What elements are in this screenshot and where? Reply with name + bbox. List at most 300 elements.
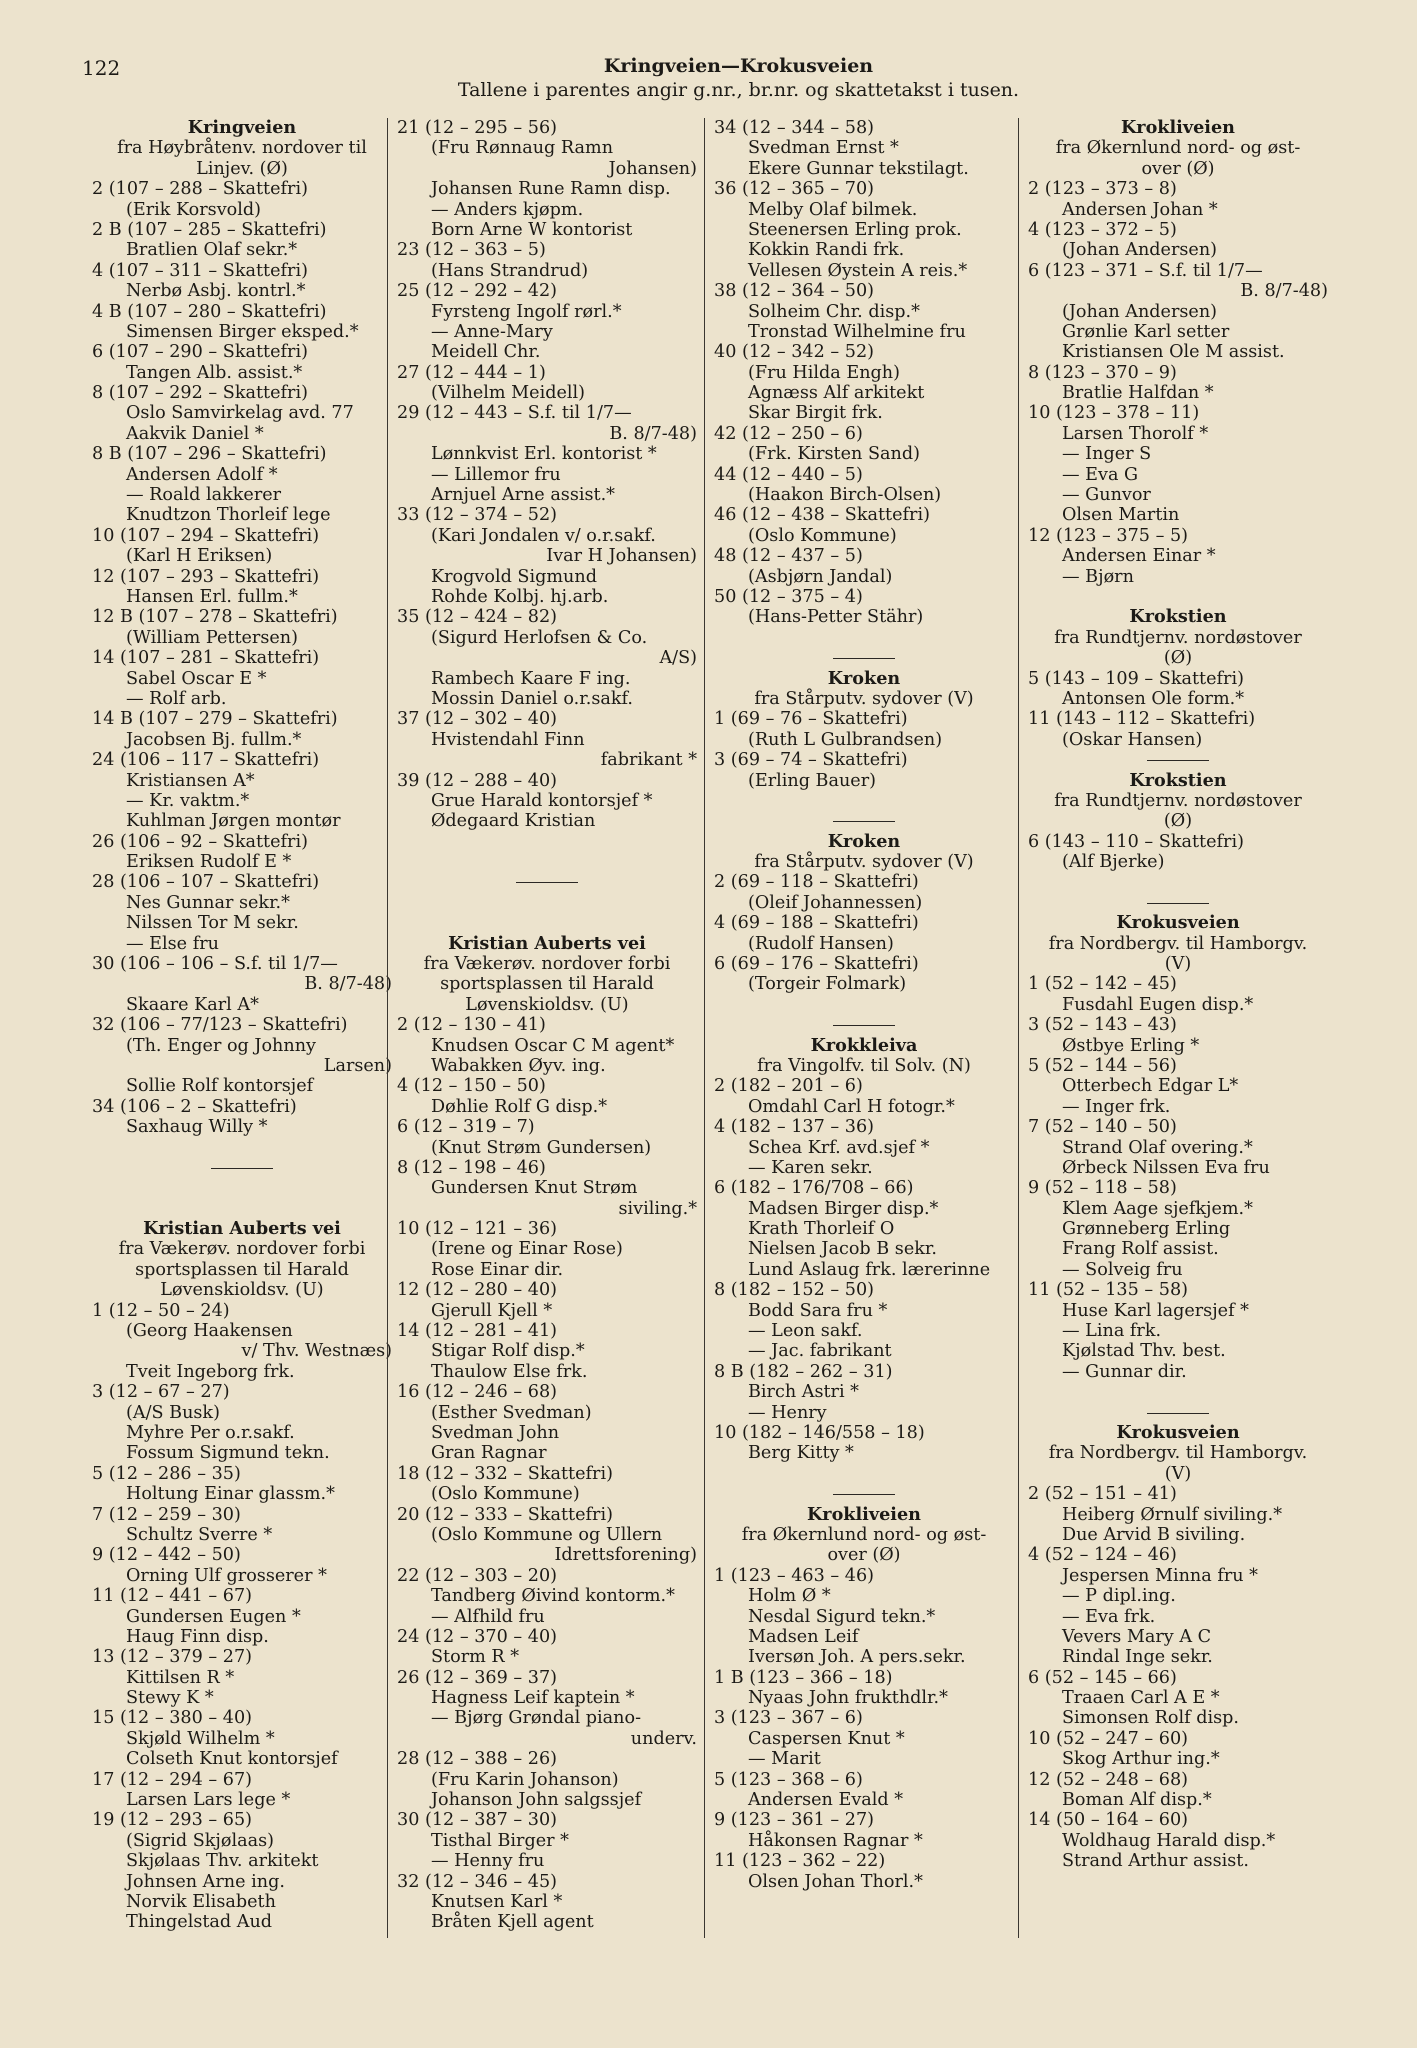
property-line: 5 (52 – 144 – 56) [1028, 1055, 1177, 1076]
resident-line: Madsen Leif [748, 1626, 859, 1647]
resident-line: — Alfhild fru [431, 1606, 545, 1627]
resident-line: Knudsen Oscar C M agent* [431, 1035, 675, 1056]
property-line: 36 (12 – 365 – 70) [714, 179, 875, 200]
property-line: 32 (106 – 77/123 – Skattefri) [92, 1015, 348, 1036]
spacer [397, 832, 697, 852]
entry-continuation: B. 8/7-48) [1240, 281, 1328, 302]
resident-line: Jespersen Minna fru * [1062, 1565, 1258, 1586]
street-heading: Kristian Auberts vei [143, 1218, 341, 1240]
spacer [1028, 587, 1328, 607]
street-description: fra Rundtjernv. nordøstover [1054, 790, 1302, 811]
resident-line: Sollie Rolf kontorsjef [126, 1076, 314, 1097]
resident-line: Antonsen Ole form.* [1062, 688, 1245, 709]
property-line: 5 (12 – 286 – 35) [92, 1463, 241, 1484]
resident-line: — Inger frk. [1062, 1096, 1171, 1117]
resident-line: Holtung Einar glassm.* [126, 1484, 335, 1505]
spacer [714, 1464, 1014, 1484]
property-line: 1 (69 – 76 – Skattefri) [714, 709, 908, 730]
section-divider [714, 811, 1014, 831]
resident-line: Johnsen Arne ing. [126, 1871, 285, 1892]
entry-continuation: Idrettsforening) [554, 1545, 697, 1566]
resident-line: Nielsen Jacob B sekr. [748, 1239, 937, 1260]
resident-line: Tveit Ingeborg frk. [126, 1361, 295, 1382]
resident-line: (Sigrid Skjølaas) [126, 1830, 274, 1851]
resident-line: (Hans Strandrud) [431, 260, 589, 281]
resident-line: Andersen Adolf * [126, 464, 278, 485]
property-line: 21 (12 – 295 – 56) [397, 118, 558, 138]
property-line: 2 B (107 – 285 – Skattefri) [92, 219, 327, 240]
property-line: 4 (107 – 311 – Skattefri) [92, 260, 308, 281]
resident-line: — Lillemor fru [431, 464, 561, 485]
resident-line: Fusdahl Eugen disp.* [1062, 994, 1254, 1015]
resident-line: Storm R * [431, 1647, 520, 1668]
property-line: 11 (143 – 112 – Skattefri) [1028, 709, 1256, 730]
resident-line: Aakvik Daniel * [126, 423, 264, 444]
property-line: 12 (52 – 248 – 68) [1028, 1769, 1189, 1790]
resident-line: Schultz Sverre * [126, 1524, 273, 1545]
resident-line: Ekere Gunnar tekstilagt. [748, 158, 969, 179]
resident-line: — Bjørn [1062, 566, 1134, 587]
column-rule [1018, 118, 1019, 1938]
property-line: 38 (12 – 364 – 50) [714, 281, 875, 302]
resident-line: — Eva frk. [1062, 1606, 1156, 1627]
resident-line: Knutsen Karl * [431, 1891, 563, 1912]
entry-continuation: underv. [630, 1728, 697, 1749]
street-description: fra Nordbergv. til Hamborgv. [1048, 933, 1308, 954]
street-description: fra Vækerøv. nordover forbi [423, 954, 671, 975]
resident-line: (Fru Hilda Engh) [748, 362, 900, 383]
resident-line: Tronstad Wilhelmine fru [748, 321, 966, 342]
property-line: 1 (12 – 50 – 24) [92, 1300, 230, 1321]
street-description: fra Stårputv. sydover (V) [754, 688, 974, 709]
resident-line: (Fru Rønnaug Ramn [431, 138, 614, 159]
section-divider [92, 1158, 392, 1178]
resident-line: Lønnkvist Erl. kontorist * [431, 444, 657, 465]
resident-line: Svedman John [431, 1423, 560, 1443]
property-line: 28 (12 – 388 – 26) [397, 1749, 558, 1770]
property-line: 7 (12 – 259 – 30) [92, 1504, 241, 1525]
street-description: (V) [1164, 1463, 1192, 1484]
resident-line: Lund Aslaug frk. lærerinne [748, 1259, 991, 1280]
section-divider [714, 1484, 1014, 1504]
street-heading: Krokliveien [807, 1503, 921, 1525]
property-line: 48 (12 – 437 – 5) [714, 546, 863, 567]
resident-line: Strand Arthur assist. [1062, 1851, 1249, 1872]
resident-line: Larsen Thorolf * [1062, 423, 1209, 444]
street-description: fra Rundtjernv. nordøstover [1054, 627, 1302, 648]
resident-line: (Irene og Einar Rose) [431, 1239, 623, 1260]
resident-line: (Johan Andersen) [1062, 301, 1218, 322]
resident-line: Heiberg Ørnulf siviling.* [1062, 1504, 1283, 1525]
resident-line: Iversøn Joh. A pers.sekr. [748, 1647, 966, 1668]
resident-line: Klem Aage sjefkjem.* [1062, 1198, 1253, 1219]
property-line: 8 (12 – 198 – 46) [397, 1157, 546, 1178]
resident-line: Steenersen Erling prok. [748, 219, 962, 240]
property-line: 6 (143 – 110 – Skattefri) [1028, 831, 1244, 852]
resident-line: (A/S Busk) [126, 1402, 220, 1423]
column-rule [387, 118, 388, 1938]
resident-line: Simensen Birger eksped.* [126, 321, 359, 342]
street-heading: Krokusveien [1116, 1422, 1240, 1443]
resident-line: Madsen Birger disp.* [748, 1198, 939, 1219]
street-description: over (Ø) [1141, 158, 1215, 179]
resident-line: (Oslo Kommune) [431, 1484, 580, 1505]
property-line: 10 (107 – 294 – Skattefri) [92, 525, 320, 546]
spacer [397, 893, 697, 913]
resident-line: Haug Finn disp. [126, 1626, 269, 1647]
resident-line: Olsen Martin [1062, 505, 1180, 526]
resident-line: Ørbeck Nilssen Eva fru [1062, 1157, 1270, 1178]
resident-line: — Anne-Mary [431, 321, 553, 342]
property-line: 37 (12 – 302 – 40) [397, 709, 558, 730]
property-line: 1 (123 – 463 – 46) [714, 1565, 875, 1586]
resident-line: (Erik Korsvold) [126, 199, 261, 220]
property-line: 2 (12 – 130 – 41) [397, 1015, 546, 1036]
entry-continuation: Ivar H Johansen) [546, 546, 697, 567]
property-line: 11 (123 – 362 – 22) [714, 1851, 886, 1872]
resident-line: Gundersen Knut Strøm [431, 1178, 638, 1199]
resident-line: Grønlie Karl setter [1062, 321, 1230, 342]
entry-continuation: B. 8/7-48) [609, 423, 697, 444]
property-line: 46 (12 – 438 – Skattefri) [714, 505, 930, 526]
street-heading: Krokusveien [1116, 912, 1240, 934]
resident-line: Kjølstad Thv. best. [1062, 1341, 1226, 1362]
resident-line: Norvik Elisabeth [126, 1891, 276, 1912]
resident-line: (Karl H Eriksen) [126, 546, 273, 567]
resident-line: Skar Birgit frk. [748, 403, 883, 424]
resident-line: Gjerull Kjell * [431, 1300, 553, 1321]
resident-line: Larsen Lars lege * [126, 1790, 291, 1811]
property-line: 20 (12 – 333 – Skattefri) [397, 1504, 613, 1525]
spacer [1028, 872, 1328, 892]
resident-line: Kittilsen R * [126, 1667, 235, 1688]
street-description: (V) [1164, 954, 1192, 975]
resident-line: Simonsen Rolf disp. [1062, 1708, 1239, 1729]
property-line: 12 B (107 – 278 – Skattefri) [92, 607, 338, 628]
property-line: 6 (12 – 319 – 7) [397, 1117, 535, 1138]
resident-line: Johanson John salgssjef [431, 1790, 642, 1811]
resident-line: Døhlie Rolf G disp.* [431, 1096, 608, 1117]
resident-line: Håkonsen Ragnar * [748, 1830, 923, 1851]
resident-line: Stewy K * [126, 1688, 214, 1709]
section-divider [1028, 1403, 1328, 1423]
property-line: 25 (12 – 292 – 42) [397, 281, 558, 302]
street-description: sportsplassen til Harald [135, 1259, 349, 1280]
resident-line: Ødegaard Kristian [431, 811, 596, 832]
property-line: 11 (12 – 441 – 67) [92, 1586, 253, 1607]
resident-line: Kristiansen A* [126, 770, 255, 791]
resident-line: Woldhaug Harald disp.* [1062, 1830, 1276, 1851]
property-line: 2 (182 – 201 – 6) [714, 1076, 863, 1097]
property-line: 30 (106 – 106 – S.f. til 1/7— [92, 954, 338, 975]
resident-line: (Sigurd Herlofsen & Co. [431, 627, 648, 648]
resident-line: Nyaas John frukthdlr.* [748, 1688, 948, 1709]
property-line: 1 B (123 – 366 – 18) [714, 1667, 893, 1688]
resident-line: Kristiansen Ole M assist. [1062, 342, 1285, 363]
property-line: 14 (12 – 281 – 41) [397, 1321, 558, 1342]
resident-line: (Kari Jondalen v/ o.r.sakf. [431, 525, 656, 546]
street-description: Løvenskioldsv. (U) [160, 1280, 324, 1301]
property-line: 2 (107 – 288 – Skattefri) [92, 179, 308, 200]
section-divider [1028, 893, 1328, 913]
property-line: 3 (123 – 367 – 6) [714, 1708, 863, 1729]
property-line: 12 (12 – 280 – 40) [397, 1280, 558, 1301]
property-line: 40 (12 – 342 – 52) [714, 342, 875, 363]
property-line: 12 (123 – 375 – 5) [1028, 525, 1189, 546]
resident-line: — Karen sekr. [748, 1157, 873, 1178]
entry-continuation: B. 8/7-48) [304, 974, 392, 995]
street-heading: Krokstien [1129, 769, 1227, 791]
resident-line: Skaare Karl A* [126, 994, 259, 1015]
resident-line: Due Arvid B siviling. [1062, 1524, 1246, 1545]
resident-line: — Marit [748, 1749, 821, 1770]
resident-line: Oslo Samvirkelag avd. 77 [126, 403, 354, 424]
property-line: 9 (12 – 442 – 50) [92, 1545, 241, 1566]
property-line: 30 (12 – 387 – 30) [397, 1810, 558, 1831]
property-line: 12 (107 – 293 – Skattefri) [92, 566, 320, 587]
running-head [0, 54, 1417, 102]
resident-line: — Lina frk. [1062, 1321, 1162, 1342]
street-description: fra Stårputv. sydover (V) [754, 852, 974, 873]
column-4 [1028, 118, 1328, 1872]
resident-line: Fossum Sigmund tekn. [126, 1443, 330, 1464]
property-line: 4 (123 – 372 – 5) [1028, 219, 1177, 240]
property-line: 10 (123 – 378 – 11) [1028, 403, 1200, 424]
resident-line: Omdahl Carl H fotogr.* [748, 1096, 955, 1117]
resident-line: Frang Rolf assist. [1062, 1239, 1219, 1260]
resident-line: Bratlien Olaf sekr.* [126, 240, 298, 261]
resident-line: (Torgeir Folmark) [748, 974, 907, 995]
resident-line: Østbye Erling * [1062, 1035, 1200, 1056]
resident-line: Saxhaug Willy * [126, 1117, 268, 1138]
resident-line: (Johan Andersen) [1062, 240, 1218, 261]
property-line: 27 (12 – 444 – 1) [397, 362, 546, 383]
resident-line: — Henny fru [431, 1851, 545, 1872]
resident-line: Grue Harald kontorsjef * [431, 790, 653, 811]
resident-line: — Solveig fru [1062, 1259, 1183, 1280]
property-line: 14 (50 – 164 – 60) [1028, 1810, 1189, 1831]
property-line: 3 (52 – 143 – 43) [1028, 1015, 1177, 1036]
resident-line: Fyrsteng Ingolf rørl.* [431, 301, 622, 322]
resident-line: Krath Thorleif O [748, 1219, 895, 1240]
property-line: 8 (182 – 152 – 50) [714, 1280, 875, 1301]
street-description: (Ø) [1163, 811, 1193, 832]
resident-line: Nilssen Tor M sekr. [126, 913, 299, 934]
property-line: 6 (182 – 176/708 – 66) [714, 1178, 914, 1199]
street-description: fra Økernlund nord- og øst- [1055, 138, 1301, 159]
resident-line: Vevers Mary A C [1062, 1626, 1212, 1647]
resident-line: Traaen Carl A E * [1062, 1688, 1220, 1709]
column-3 [714, 118, 1014, 1892]
spacer [714, 628, 1014, 648]
resident-line: (Oleif Johannessen) [748, 892, 923, 913]
spacer [92, 1199, 392, 1219]
resident-line: — Inger S [1062, 444, 1152, 465]
resident-line: Olsen Johan Thorl.* [748, 1871, 923, 1892]
resident-line: Andersen Einar * [1062, 546, 1216, 567]
resident-line: Svedman Ernst * [748, 138, 899, 159]
resident-line: (Oslo Kommune og Ullern [431, 1524, 663, 1545]
resident-line: Holm Ø * [748, 1586, 831, 1607]
property-line: 9 (52 – 118 – 58) [1028, 1178, 1177, 1199]
street-description: Løvenskioldsv. (U) [465, 994, 629, 1015]
property-line: 26 (12 – 369 – 37) [397, 1667, 558, 1688]
resident-line: Bratlie Halfdan * [1062, 383, 1214, 404]
property-line: 14 (107 – 281 – Skattefri) [92, 648, 320, 669]
resident-line: (Haakon Birch-Olsen) [748, 485, 942, 506]
resident-line: Otterbech Edgar L* [1062, 1076, 1239, 1097]
street-heading: Krokkleiva [810, 1034, 918, 1056]
property-line: 32 (12 – 346 – 45) [397, 1871, 558, 1892]
property-line: 28 (106 – 107 – Skattefri) [92, 872, 320, 893]
property-line: 34 (106 – 2 – Skattefri) [92, 1096, 297, 1117]
property-line: 42 (12 – 250 – 6) [714, 423, 863, 444]
resident-line: Hagness Leif kaptein * [431, 1688, 635, 1709]
resident-line: Tangen Alb. assist.* [126, 362, 303, 383]
resident-line: Stigar Rolf disp.* [431, 1341, 585, 1362]
property-line: 50 (12 – 375 – 4) [714, 586, 863, 607]
property-line: 8 (123 – 370 – 9) [1028, 362, 1177, 383]
resident-line: Gundersen Eugen * [126, 1606, 301, 1627]
resident-line: Rindal Inge sekr. [1062, 1647, 1213, 1668]
section-divider [714, 648, 1014, 668]
property-line: 4 B (107 – 280 – Skattefri) [92, 301, 327, 322]
resident-line: Eriksen Rudolf E * [126, 852, 292, 873]
property-line: 8 B (107 – 296 – Skattefri) [92, 444, 327, 465]
property-line: 4 (12 – 150 – 50) [397, 1076, 546, 1097]
resident-line: Skjøld Wilhelm * [126, 1728, 275, 1749]
resident-line: Orning Ulf grosserer * [126, 1565, 327, 1586]
resident-line: Huse Karl lagersjef * [1062, 1300, 1249, 1321]
resident-line: Sabel Oscar E * [126, 668, 267, 689]
resident-line: (Th. Enger og Johnny [126, 1035, 316, 1056]
resident-line: Schea Krf. avd.sjef * [748, 1137, 930, 1158]
spacer [92, 1138, 392, 1158]
resident-line: (Oslo Kommune) [748, 525, 897, 546]
street-description: fra Økernlund nord- og øst- [741, 1524, 987, 1545]
resident-line: Strand Olaf overing.* [1062, 1137, 1253, 1158]
resident-line: (Alf Bjerke) [1062, 852, 1165, 873]
resident-line: Knudtzon Thorleif lege [126, 505, 331, 526]
resident-line: Arnjuel Arne assist.* [431, 485, 615, 506]
resident-line: Boman Alf disp.* [1062, 1790, 1212, 1811]
entry-continuation: Johansen) [608, 158, 697, 179]
column-1 [92, 118, 392, 1933]
resident-line: Bråten Kjell agent [431, 1912, 594, 1933]
resident-line: — Kr. vaktm.* [126, 790, 250, 811]
property-line: 26 (106 – 92 – Skattefri) [92, 831, 308, 852]
resident-line: Melby Olaf bilmek. [748, 199, 918, 220]
entry-continuation: v/ Thv. Westnæs) [241, 1341, 392, 1362]
property-line: 33 (12 – 374 – 52) [397, 505, 558, 526]
resident-line: Hvistendahl Finn [431, 729, 585, 750]
resident-line: — Jac. fabrikant [748, 1341, 892, 1362]
property-line: 6 (107 – 290 – Skattefri) [92, 342, 308, 363]
property-line: 6 (123 – 371 – S.f. til 1/7— [1028, 260, 1263, 281]
property-line: 18 (12 – 332 – Skattefri) [397, 1463, 613, 1484]
property-line: 3 (12 – 67 – 27) [92, 1382, 230, 1403]
property-line: 23 (12 – 363 – 5) [397, 240, 546, 261]
section-divider [714, 1015, 1014, 1035]
resident-line: — Bjørg Grøndal piano- [431, 1708, 642, 1729]
spacer [92, 1178, 392, 1198]
entry-continuation: siviling.* [618, 1198, 697, 1219]
resident-line: — P dipl.ing. [1062, 1586, 1176, 1607]
resident-line: Mossin Daniel o.r.sakf. [431, 688, 634, 709]
page-number: 122 [82, 56, 121, 80]
resident-line: Vellesen Øystein A reis.* [748, 260, 968, 281]
resident-line: (Hans-Petter Stähr) [748, 607, 924, 628]
street-description: fra Høybråtenv. nordover til [117, 138, 367, 159]
property-line: 10 (12 – 121 – 36) [397, 1219, 558, 1240]
street-description: fra Vingolfv. til Solv. (N) [757, 1055, 971, 1076]
property-line: 7 (52 – 140 – 50) [1028, 1117, 1177, 1138]
resident-line: Agnæss Alf arkitekt [748, 383, 925, 404]
property-line: 15 (12 – 380 – 40) [92, 1708, 253, 1729]
page-subtitle: Tallene i parentes angir g.nr., br.nr. og skattetakst i tusen. [457, 79, 1020, 101]
property-line: 34 (12 – 344 – 58) [714, 118, 875, 138]
resident-line: (Georg Haakensen [126, 1321, 293, 1342]
property-line: 14 B (107 – 279 – Skattefri) [92, 709, 338, 730]
property-line: 2 (52 – 151 – 41) [1028, 1484, 1177, 1505]
resident-line: Andersen Johan * [1062, 199, 1218, 220]
resident-line: (Ruth L Gulbrandsen) [748, 729, 943, 750]
street-heading: Kroken [827, 830, 901, 852]
property-line: 29 (12 – 443 – S.f. til 1/7— [397, 403, 632, 424]
property-line: 22 (12 – 303 – 20) [397, 1565, 558, 1586]
resident-line: Hansen Erl. fullm.* [126, 586, 298, 607]
resident-line: Birch Astri * [748, 1382, 859, 1403]
resident-line: — Anders kjøpm. [431, 199, 584, 220]
property-line: 9 (123 – 361 – 27) [714, 1810, 875, 1831]
resident-line: Rose Einar dir. [431, 1259, 564, 1280]
resident-line: Colseth Knut kontorsjef [126, 1749, 338, 1770]
resident-line: Tandberg Øivind kontorm.* [431, 1586, 675, 1607]
resident-line: Skjølaas Thv. arkitekt [126, 1851, 319, 1872]
street-description: fra Nordbergv. til Hamborgv. [1048, 1443, 1308, 1464]
property-line: 13 (12 – 379 – 27) [92, 1647, 253, 1668]
resident-line: — Else fru [126, 933, 219, 954]
property-line: 39 (12 – 288 – 40) [397, 770, 558, 791]
spacer [397, 913, 697, 933]
resident-line: Nes Gunnar sekr.* [126, 892, 290, 913]
entry-continuation: A/S) [659, 648, 697, 669]
resident-line: (William Pettersen) [126, 627, 298, 648]
property-line: 19 (12 – 293 – 65) [92, 1810, 253, 1831]
section-divider [1028, 750, 1328, 770]
resident-line: Tisthal Birger * [431, 1830, 569, 1851]
resident-line: Born Arne W kontorist [431, 219, 633, 240]
page-title: Kringveien—Krokusveien [603, 55, 874, 77]
resident-line: Thaulow Else frk. [431, 1361, 588, 1382]
street-description: sportsplassen til Harald [440, 974, 654, 995]
property-line: 6 (69 – 176 – Skattefri) [714, 954, 919, 975]
resident-line: (Oskar Hansen) [1062, 729, 1203, 750]
resident-line: (Erling Bauer) [748, 770, 876, 791]
resident-line: Rambech Kaare F ing. [431, 668, 631, 689]
property-line: 11 (52 – 135 – 58) [1028, 1280, 1189, 1301]
property-line: 4 (69 – 188 – Skattefri) [714, 913, 919, 934]
property-line: 2 (69 – 118 – Skattefri) [714, 872, 919, 893]
property-line: 5 (143 – 109 – Skattefri) [1028, 668, 1244, 689]
resident-line: Skog Arthur ing.* [1062, 1749, 1220, 1770]
street-description: Linjev. (Ø) [196, 158, 288, 179]
street-heading: Kroken [827, 667, 901, 689]
property-line: 8 (107 – 292 – Skattefri) [92, 383, 308, 404]
entry-continuation: Larsen) [323, 1055, 392, 1076]
property-line: 16 (12 – 246 – 68) [397, 1382, 558, 1403]
resident-line: — Leon sakf. [748, 1321, 863, 1342]
